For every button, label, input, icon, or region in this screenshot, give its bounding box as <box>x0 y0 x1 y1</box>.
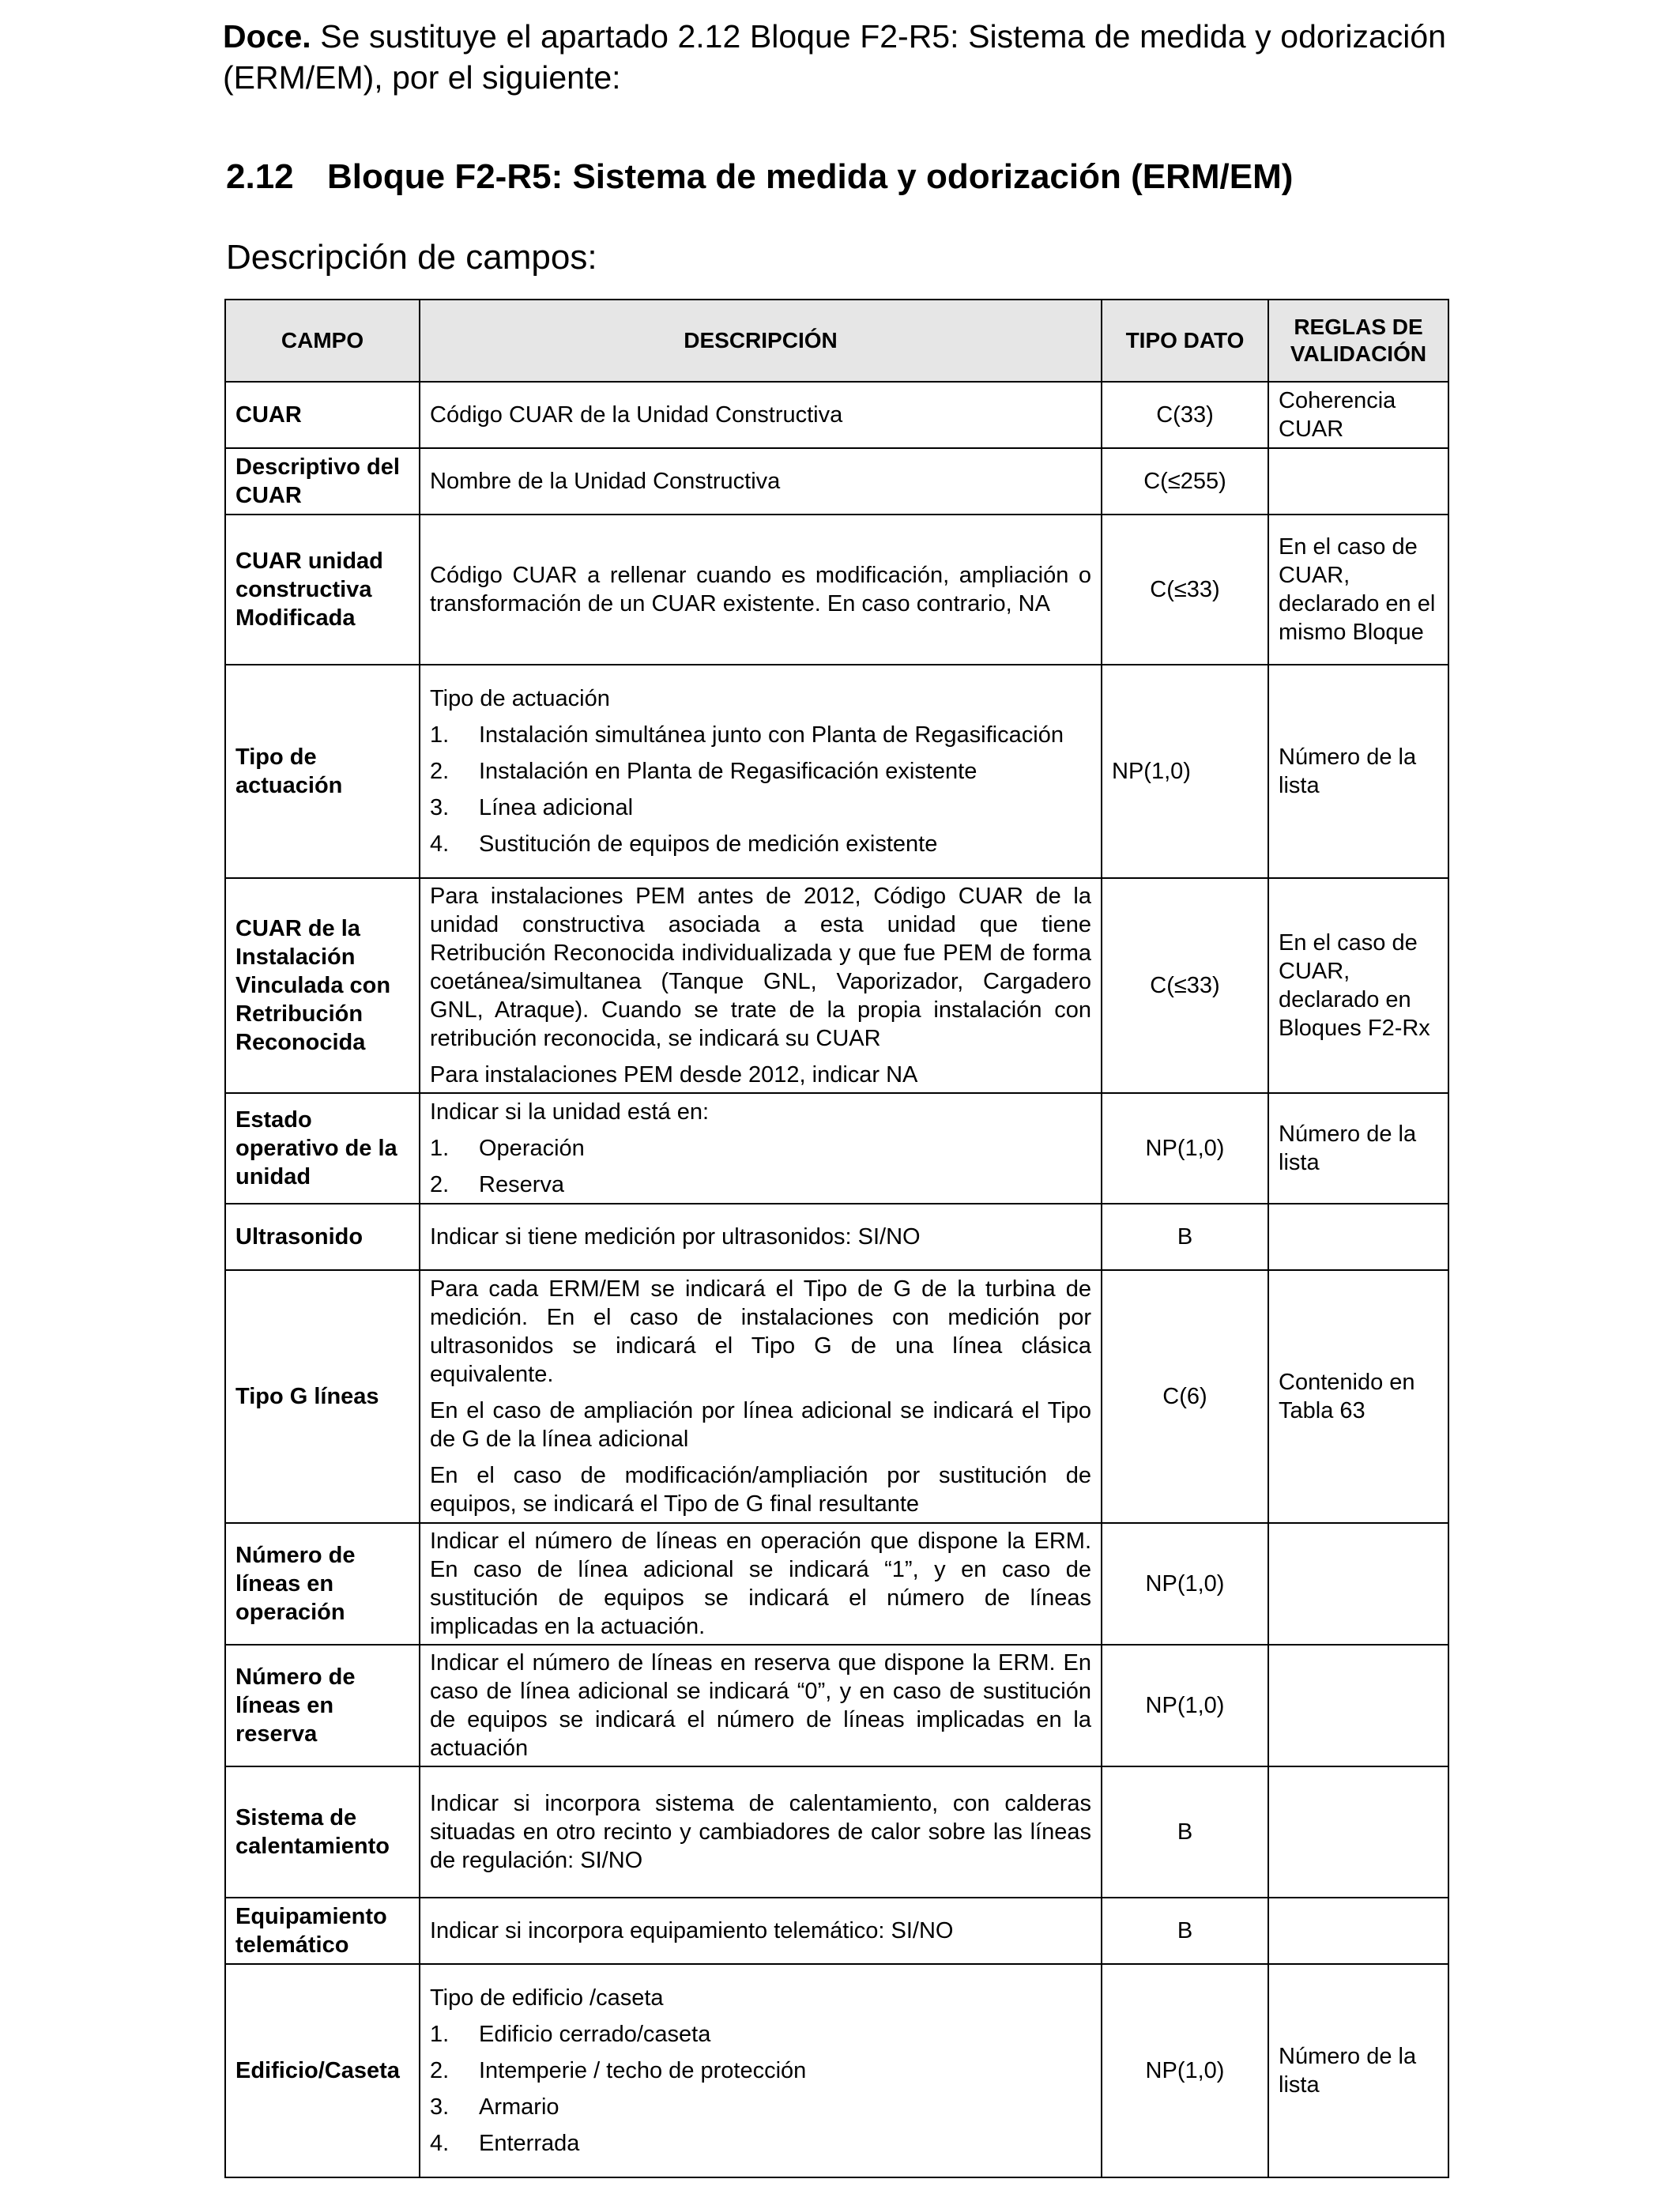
intro-paragraph <box>223 16 1446 98</box>
field-data-type: NP(1,0) <box>1102 1964 1268 2177</box>
option-text: Instalación simultánea junto con Planta de Regasificación <box>479 722 1064 748</box>
field-description <box>420 382 1102 448</box>
table-row <box>225 1093 1448 1204</box>
field-validation-rules <box>1268 1523 1448 1645</box>
field-name: Ultrasonido <box>225 1204 420 1270</box>
field-data-type: B <box>1102 1898 1268 1964</box>
table-row <box>225 1204 1448 1270</box>
description-paragraph: Indicar si la unidad está en: <box>430 1099 710 1125</box>
option-number: 4. <box>430 2131 450 2156</box>
header-campo: CAMPO <box>225 300 420 382</box>
field-validation-rules: En el caso de CUAR, declarado en el mismo Bloque <box>1268 515 1448 665</box>
option-list <box>430 721 1091 858</box>
option-number: 2. <box>430 1172 450 1197</box>
field-description <box>420 1204 1102 1270</box>
field-data-type: NP(1,0) <box>1102 1093 1268 1204</box>
description-paragraph: Código CUAR a rellenar cuando es modificación, ampliación o transformación de un CUAR existente. En caso contrario, NA <box>430 563 1091 616</box>
option-number: 3. <box>430 795 450 820</box>
description-paragraph: Tipo de actuación <box>430 686 610 711</box>
option-list <box>430 1134 1091 1199</box>
description-paragraph: Indicar si tiene medición por ultrasonidos: SI/NO <box>430 1224 921 1250</box>
field-data-type: C(≤33) <box>1102 515 1268 665</box>
field-data-type: NP(1,0) <box>1102 1523 1268 1645</box>
field-description <box>420 1270 1102 1523</box>
option-list <box>430 2020 1091 2158</box>
field-description <box>420 448 1102 515</box>
field-name: Tipo de actuación <box>225 665 420 878</box>
description-paragraph: Para instalaciones PEM antes de 2012, Código CUAR de la unidad constructiva asociada a esta unidad que tiene Retribución Reconocida individualizada y que fue PEM de forma coetánea/simultanea (Tanque GNL, Vaporizador, Cargadero GNL, Atraque). Cuando se trate de la propia instalación con retribución reconocida, se indicará su CUAR <box>430 884 1091 1051</box>
option-item <box>430 830 1091 858</box>
field-name: Estado operativo de la unidad <box>225 1093 420 1204</box>
description-paragraph: Para instalaciones PEM desde 2012, indicar NA <box>430 1062 918 1088</box>
field-name: Sistema de calentamiento <box>225 1766 420 1898</box>
field-name: CUAR de la Instalación Vinculada con Retribución Reconocida <box>225 878 420 1093</box>
field-name: Número de líneas en operación <box>225 1523 420 1645</box>
option-text: Instalación en Planta de Regasificación existente <box>479 759 977 784</box>
field-name: Equipamiento telemático <box>225 1898 420 1964</box>
field-validation-rules: Número de la lista <box>1268 1093 1448 1204</box>
description-paragraph: En el caso de modificación/ampliación por sustitución de equipos, se indicará el Tipo de G final resultante <box>430 1463 1091 1517</box>
option-text: Línea adicional <box>479 795 634 820</box>
field-validation-rules <box>1268 1898 1448 1964</box>
option-item <box>430 2129 1091 2158</box>
header-tipo-dato: TIPO DATO <box>1102 300 1268 382</box>
field-data-type: C(33) <box>1102 382 1268 448</box>
field-data-type: B <box>1102 1204 1268 1270</box>
field-name: Número de líneas en reserva <box>225 1645 420 1766</box>
description-paragraph: En el caso de ampliación por línea adicional se indicará el Tipo de G de la línea adicional <box>430 1398 1091 1452</box>
option-item <box>430 2093 1091 2121</box>
table-row <box>225 1898 1448 1964</box>
description-paragraph: Indicar el número de líneas en operación que dispone la ERM. En caso de línea adicional se indicará “1”, y en caso de sustitución de equipos se indicará el número de líneas implicadas en la actuación. <box>430 1529 1091 1639</box>
option-number: 1. <box>430 1136 450 1161</box>
option-number: 2. <box>430 2058 450 2083</box>
option-text: Sustitución de equipos de medición existente <box>479 831 938 857</box>
option-text: Armario <box>479 2094 559 2120</box>
description-paragraph: Indicar el número de líneas en reserva que dispone la ERM. En caso de línea adicional se indicará “0”, y en caso de sustitución de equipos se indicará el número de líneas implicadas en la actuación <box>430 1650 1091 1761</box>
description-paragraph: Para cada ERM/EM se indicará el Tipo de G de la turbina de medición. En el caso de instalaciones con medición por ultrasonidos se indicará el Tipo G de una línea clásica equivalente. <box>430 1276 1091 1387</box>
header-reglas: REGLAS DE VALIDACIÓN <box>1268 300 1448 382</box>
subheading: Descripción de campos: <box>226 238 597 277</box>
option-number: 2. <box>430 759 450 784</box>
description-paragraph: Tipo de edificio /caseta <box>430 1985 664 2011</box>
header-descripcion: DESCRIPCIÓN <box>420 300 1102 382</box>
option-number: 3. <box>430 2094 450 2120</box>
table-row <box>225 1270 1448 1523</box>
field-description <box>420 1093 1102 1204</box>
field-data-type: C(6) <box>1102 1270 1268 1523</box>
option-number: 4. <box>430 831 450 857</box>
description-paragraph: Indicar si incorpora equipamiento telemático: SI/NO <box>430 1918 954 1943</box>
description-paragraph: Nombre de la Unidad Constructiva <box>430 469 781 494</box>
table-row <box>225 878 1448 1093</box>
option-text: Edificio cerrado/caseta <box>479 2022 711 2047</box>
field-description <box>420 1645 1102 1766</box>
field-name: CUAR <box>225 382 420 448</box>
field-validation-rules <box>1268 1766 1448 1898</box>
field-validation-rules: Coherencia CUAR <box>1268 382 1448 448</box>
option-text: Reserva <box>479 1172 564 1197</box>
field-data-type: C(≤255) <box>1102 448 1268 515</box>
description-paragraph: Código CUAR de la Unidad Constructiva <box>430 402 843 428</box>
field-validation-rules <box>1268 1645 1448 1766</box>
field-data-type: B <box>1102 1766 1268 1898</box>
option-item <box>430 2020 1091 2049</box>
option-item <box>430 794 1091 822</box>
option-number: 1. <box>430 722 450 748</box>
table-row <box>225 382 1448 448</box>
field-data-type: C(≤33) <box>1102 878 1268 1093</box>
table-row <box>225 665 1448 878</box>
field-description <box>420 1898 1102 1964</box>
table-row <box>225 515 1448 665</box>
option-item <box>430 721 1091 749</box>
field-description <box>420 1964 1102 2177</box>
section-heading <box>226 155 1293 199</box>
field-data-type: NP(1,0) <box>1102 1645 1268 1766</box>
field-description <box>420 1766 1102 1898</box>
field-validation-rules: Número de la lista <box>1268 665 1448 878</box>
field-description <box>420 665 1102 878</box>
fields-table <box>224 299 1449 2178</box>
table-row <box>225 448 1448 515</box>
section-title: Bloque F2-R5: Sistema de medida y odorización (ERM/EM) <box>327 157 1294 196</box>
option-text: Intemperie / techo de protección <box>479 2058 807 2083</box>
description-paragraph: Indicar si incorpora sistema de calentamiento, con calderas situadas en otro recinto y cambiadores de calor sobre las líneas de regulación: SI/NO <box>430 1791 1091 1873</box>
field-validation-rules <box>1268 448 1448 515</box>
table-row <box>225 1523 1448 1645</box>
option-item <box>430 1171 1091 1199</box>
option-item <box>430 757 1091 786</box>
section-number: 2.12 <box>226 157 294 196</box>
field-description <box>420 515 1102 665</box>
field-name: Tipo G líneas <box>225 1270 420 1523</box>
field-data-type: NP(1,0) <box>1102 665 1268 878</box>
field-validation-rules: Número de la lista <box>1268 1964 1448 2177</box>
field-validation-rules: Contenido en Tabla 63 <box>1268 1270 1448 1523</box>
intro-label: Doce. <box>223 18 311 55</box>
field-description <box>420 878 1102 1093</box>
table-row <box>225 1964 1448 2177</box>
option-text: Operación <box>479 1136 585 1161</box>
field-name: CUAR unidad constructiva Modificada <box>225 515 420 665</box>
table-row <box>225 1645 1448 1766</box>
field-validation-rules: En el caso de CUAR, declarado en Bloques F2-Rx <box>1268 878 1448 1093</box>
table-body <box>225 382 1448 2177</box>
intro-text: Se sustituye el apartado 2.12 Bloque F2-R5: Sistema de medida y odorización (ERM/EM), por el siguiente: <box>223 18 1446 96</box>
table-row <box>225 1766 1448 1898</box>
option-item <box>430 2056 1091 2085</box>
field-name: Descriptivo del CUAR <box>225 448 420 515</box>
field-validation-rules <box>1268 1204 1448 1270</box>
option-text: Enterrada <box>479 2131 580 2156</box>
option-number: 1. <box>430 2022 450 2047</box>
option-item <box>430 1134 1091 1163</box>
field-name: Edificio/Caseta <box>225 1964 420 2177</box>
table-header-row <box>225 300 1448 382</box>
field-description <box>420 1523 1102 1645</box>
